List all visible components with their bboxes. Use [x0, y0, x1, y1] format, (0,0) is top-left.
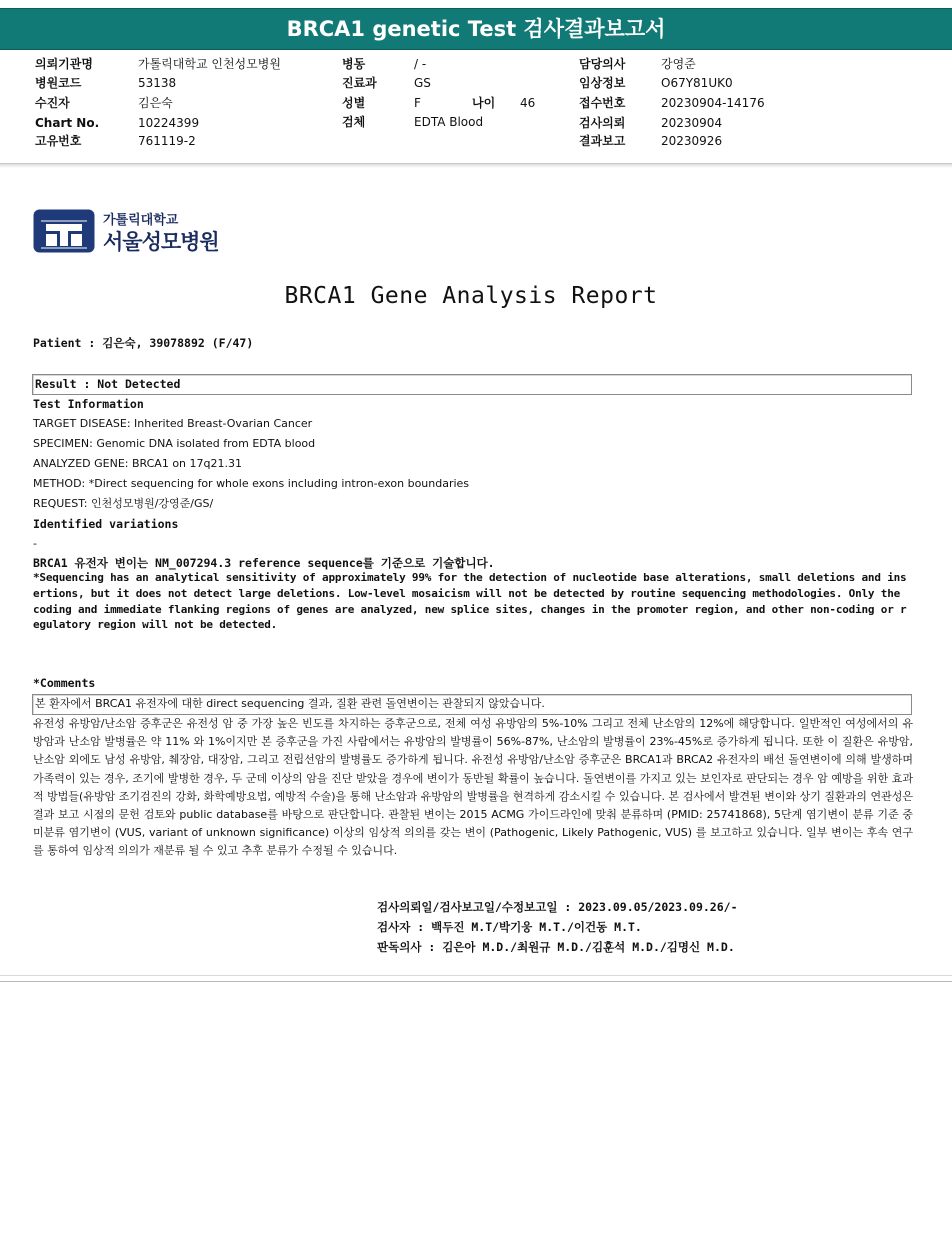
examiner-list: 검사자 : 백두진 M.T/박기웅 M.T./이건동 M.T.: [377, 920, 642, 934]
value-specimen: EDTA Blood: [414, 115, 484, 129]
label-department: 진료과: [342, 76, 377, 90]
value-patient-name: 김은숙: [138, 96, 173, 110]
value-age: 46: [520, 96, 536, 110]
label-requesting-institution: 의뢰기관명: [35, 57, 93, 71]
label-ward: 병동: [342, 57, 366, 71]
value-unique-id: 761119-2: [138, 134, 196, 148]
sensitivity-note: *Sequencing has an analytical sensitivity of approximately 99% for the detection of nucleotide base alterations, small deletions and insertions, but it does not detect large deletions. Low-level mosaicism will not be detected by routine sequencing methodologies. Only the coding and immediate flanking regions of genes are analyzed, new splice sites, changes in the promoter region, and other non-coding or regulatory region will not be detected.: [33, 571, 907, 632]
label-request-date: 검사의뢰: [579, 116, 626, 130]
label-accession-no: 접수번호: [579, 96, 626, 110]
value-ward: / -: [414, 57, 427, 71]
value-chart-no: 10224399: [138, 116, 200, 130]
specimen-info: SPECIMEN: Genomic DNA isolated from EDTA blood: [33, 437, 316, 450]
header-divider-shadow: [0, 164, 952, 168]
value-accession-no: 20230904-14176: [661, 96, 765, 110]
label-hospital-code: 병원코드: [35, 76, 82, 90]
logo-hospital-name: 서울성모병원: [103, 230, 219, 254]
label-patient-name: 수진자: [35, 96, 70, 110]
comments-heading: *Comments: [33, 676, 96, 690]
value-sex: F: [414, 96, 421, 110]
report-title: BRCA1 Gene Analysis Report: [284, 283, 658, 309]
physician-list: 판독의사 : 김은아 M.D./최원규 M.D./김훈석 M.D./김명신 M.D.: [377, 940, 735, 954]
value-hospital-code: 53138: [138, 76, 177, 90]
analyzed-gene: ANALYZED GENE: BRCA1 on 17q21.31: [33, 457, 242, 470]
method-info: METHOD: *Direct sequencing for whole exons including intron-exon boundaries: [33, 477, 470, 490]
test-info-heading: Test Information: [33, 397, 144, 411]
request-info: REQUEST: 인천성모병원/강영준/GS/: [33, 497, 214, 510]
value-department: GS: [414, 76, 431, 90]
label-specimen: 검체: [342, 115, 366, 129]
result-text: Result : Not Detected: [35, 377, 181, 391]
value-report-date: 20230926: [661, 134, 723, 148]
patient-line: Patient : 김은숙, 39078892 (F/47): [33, 336, 254, 350]
identified-variations-value: -: [33, 537, 37, 550]
report-title-bar: BRCA1 genetic Test 검사결과보고서: [0, 8, 952, 50]
label-chart-no: Chart No.: [35, 116, 100, 130]
value-request-date: 20230904: [661, 116, 723, 130]
logo-university-name: 가톨릭대학교: [103, 213, 179, 228]
label-attending-physician: 담당의사: [579, 57, 626, 71]
identified-variations-heading: Identified variations: [33, 517, 179, 531]
label-clinical-info: 임상정보: [579, 76, 626, 90]
label-unique-id: 고유번호: [35, 134, 82, 148]
value-clinical-info: O67Y81UK0: [661, 76, 733, 90]
target-disease: TARGET DISEASE: Inherited Breast-Ovarian Cancer: [33, 417, 313, 430]
value-attending-physician: 강영준: [661, 57, 696, 71]
report-dates: 검사의뢰일/검사보고일/수정보고일 : 2023.09.05/2023.09.26/-: [377, 900, 738, 914]
hospital-logo: [33, 209, 223, 255]
label-report-date: 결과보고: [579, 134, 626, 148]
hospital-emblem-icon: [33, 209, 95, 253]
label-sex: 성별: [342, 96, 366, 110]
value-requesting-institution: 가톨릭대학교 인천성모병원: [138, 57, 281, 71]
reference-note: BRCA1 유전자 변이는 NM_007294.3 reference sequence를 기준으로 기술합니다.: [33, 556, 495, 570]
label-age: 나이: [472, 96, 496, 110]
comment-result-text: 본 환자에서 BRCA1 유전자에 대한 direct sequencing 결과, 질환 관련 돌연변이는 관찰되지 않았습니다.: [35, 697, 545, 710]
footer-divider-bottom: [0, 981, 952, 982]
footer-divider: [0, 975, 952, 976]
comment-body: 유전성 유방암/난소암 증후군은 유전성 암 중 가장 높은 빈도를 차지하는 증후군으로, 전체 여성 유방암의 5%-10% 그리고 전체 난소암의 12%에 해당합니다. 일반적인 여성에서의 유방암과 난소암 발병률은 약 11% 와 1%이지만 본 증후군을 가진 사람에서는 유방암의 발병률이 56%-87%, 난소암의 발병률이 23%-45%로 증가하게 됩니다. 또한 이 질환은 유방암, 난소암 외에도 남성 유방암, 췌장암, 대장암, 그리고 전립선암의 발병률도 증가하게 됩니다. 유전성 유방암/난소암 증후군은 BRCA1과 BRCA2 유전자의 배선 돌연변이에 의해 발생하며 가족력이 있는 경우, 조기에 발병한 경우, 두 군데 이상의 암을 진단 받았을 경우에 변이가 동반될 확률이 높습니다. 돌연변이를 가지고 있는 보인자로 판단되는 경우 암 예방을 위한 효과적 방법들(유방암 조기검진의 강화, 화학예방요법, 예방적 수술)을 통해 난소암과 유방암의 발병률을 현격하게 감소시킬 수 있습니다. 본 검사에서 발견된 변이와 상기 질환과의 연관성은 결과 보고 시점의 문헌 검토와 public database를 바탕으로 판단합니다. 관찰된 변이는 2015 ACMG 가이드라인에 맞춰 분류하며 (PMID: 25741868), 5단계 염기변이 분류 기준 중 미분류 염기변이 (VUS, variant of unknown significance) 이상의 임상적 의의를 갖는 변이 (Pathogenic, Likely Pathogenic, VUS) 를 보고하고 있습니다. 일부 변이는 후속 연구를 통하여 임상적 의의가 재분류 될 수 있고 추후 분류가 수정될 수 있습니다.: [33, 717, 913, 858]
